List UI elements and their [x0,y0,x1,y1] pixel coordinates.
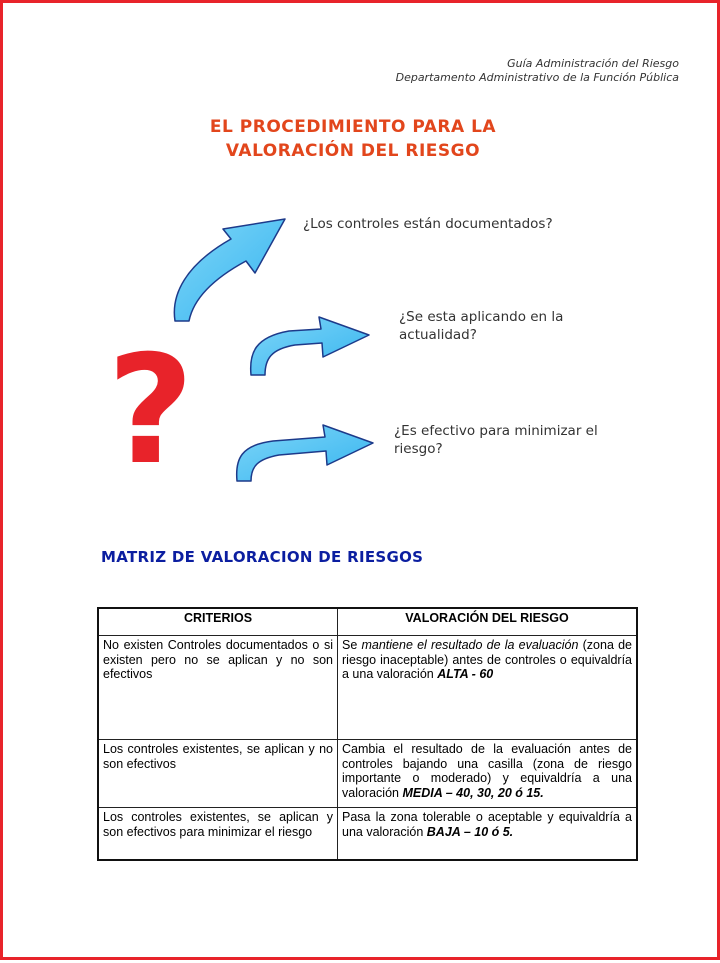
page-title [153,115,553,163]
question-applied: ¿Se esta aplicando en la actualidad? [399,309,564,343]
valoracion-cell [338,636,638,740]
risk-valuation-matrix [97,607,638,861]
criterio-cell: Los controles existentes, se aplican y son efectivos para minimizar el riesgo [98,808,338,860]
valoracion-text-cont: (zona de riesgo inaceptable) antes de controles o equivaldría a una valoración [342,638,632,681]
column-header-valoracion: VALORACIÓN DEL RIESGO [338,608,638,636]
header-guide-title: Guía Administración del Riesgo [507,57,679,70]
table-row [98,740,637,808]
question-mark-icon: ? [107,324,195,498]
valoracion-level: BAJA – 10 ó 5. [426,824,514,839]
criterio-cell: Los controles existentes, se aplican y no son efectivos [98,740,338,808]
arrow-icon-documented [174,219,285,321]
criterio-cell: No existen Controles documentados o si existen pero no se aplican y no son efectivos [98,636,338,740]
question-effective: ¿Es efectivo para minimizar el riesgo? [394,423,598,457]
valoracion-level: MEDIA – 40, 30, 20 ó 15. [402,785,544,800]
arrow-icon-applied [251,317,369,375]
page-title-line-1: EL PROCEDIMIENTO PARA LA [209,117,497,137]
table-row [98,636,637,740]
valoracion-cell [338,808,638,860]
valoracion-emphasis: mantiene el resultado de la evaluación [361,638,579,652]
matrix-header-row [98,608,637,636]
page-title-line-2: VALORACIÓN DEL RIESGO [225,141,481,161]
table-row [98,808,637,860]
valoracion-text: Se [342,638,362,652]
question-documented: ¿Los controles están documentados? [303,216,553,232]
valoracion-text: Cambia el resultado de la evaluación antes de controles bajando una casilla (zona de riesgo importante o moderado) y equivaldría a una valoración [342,742,632,800]
valoracion-level: ALTA - 60 [437,667,494,681]
column-header-criterios: CRITERIOS [98,608,338,636]
valoracion-cell [338,740,638,808]
matrix-title: MATRIZ DE VALORACION DE RIESGOS [101,548,424,566]
valoracion-text: Pasa la zona tolerable o aceptable y equivaldría a una valoración [342,810,632,839]
arrow-icon-effective [237,425,373,481]
header-department: Departamento Administrativo de la Función Pública [395,71,679,84]
